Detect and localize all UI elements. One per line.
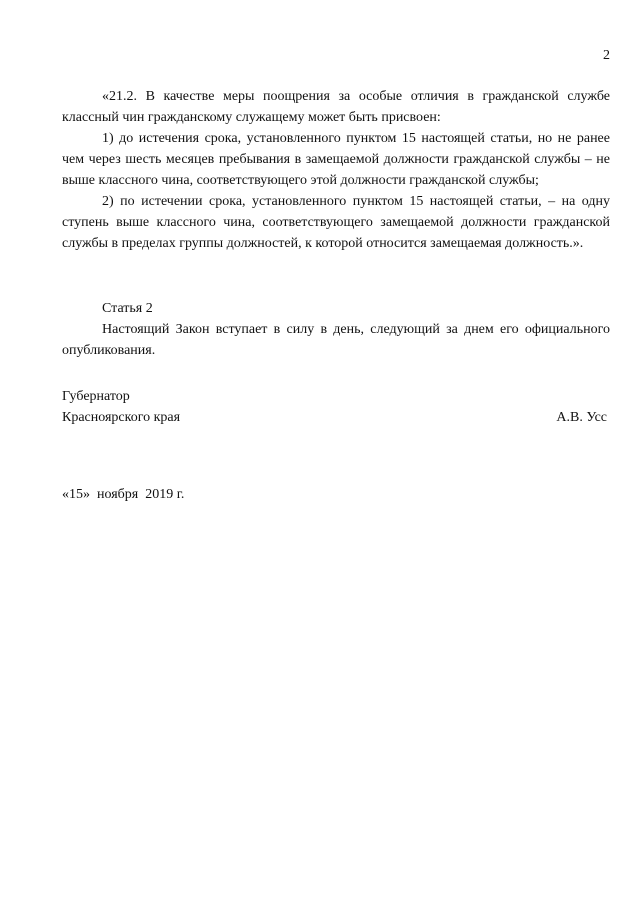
document-date: «15» ноября 2019 г. [62,487,185,502]
article-2-text: Настоящий Закон вступает в силу в день, следующий за днем его официального опубликования. [62,322,610,358]
amendment-item-1: 1) до истечения срока, установленного пунктом 15 настоящей статьи, но не ранее чем через шесть месяцев пребывания в замещаемой должности гражданской службы – не выше классного чина, соответствующего этой должности гражданской службы; [62,131,610,188]
signatory-title-line-2: Красноярского края [62,410,181,425]
article-2-heading: Статья 2 [102,301,153,316]
amendment-text [62,86,610,254]
signature-block [62,386,610,428]
article-2 [62,298,610,361]
amendment-item-2: 2) по истечении срока, установленного пунктом 15 настоящей статьи, – на одну ступень выше классного чина, соответствующего замещаемой должности гражданской службы в пределах группы должностей, к которой относится замещаемая должность.». [62,194,610,251]
amendment-intro: «21.2. В качестве меры поощрения за особые отличия в гражданской службе классный чин гражданскому служащему может быть присвоен: [62,89,610,125]
page-number: 2 [603,48,610,63]
signatory-title-line-1: Губернатор [62,389,130,404]
signatory-name: А.В. Усс [556,410,607,425]
